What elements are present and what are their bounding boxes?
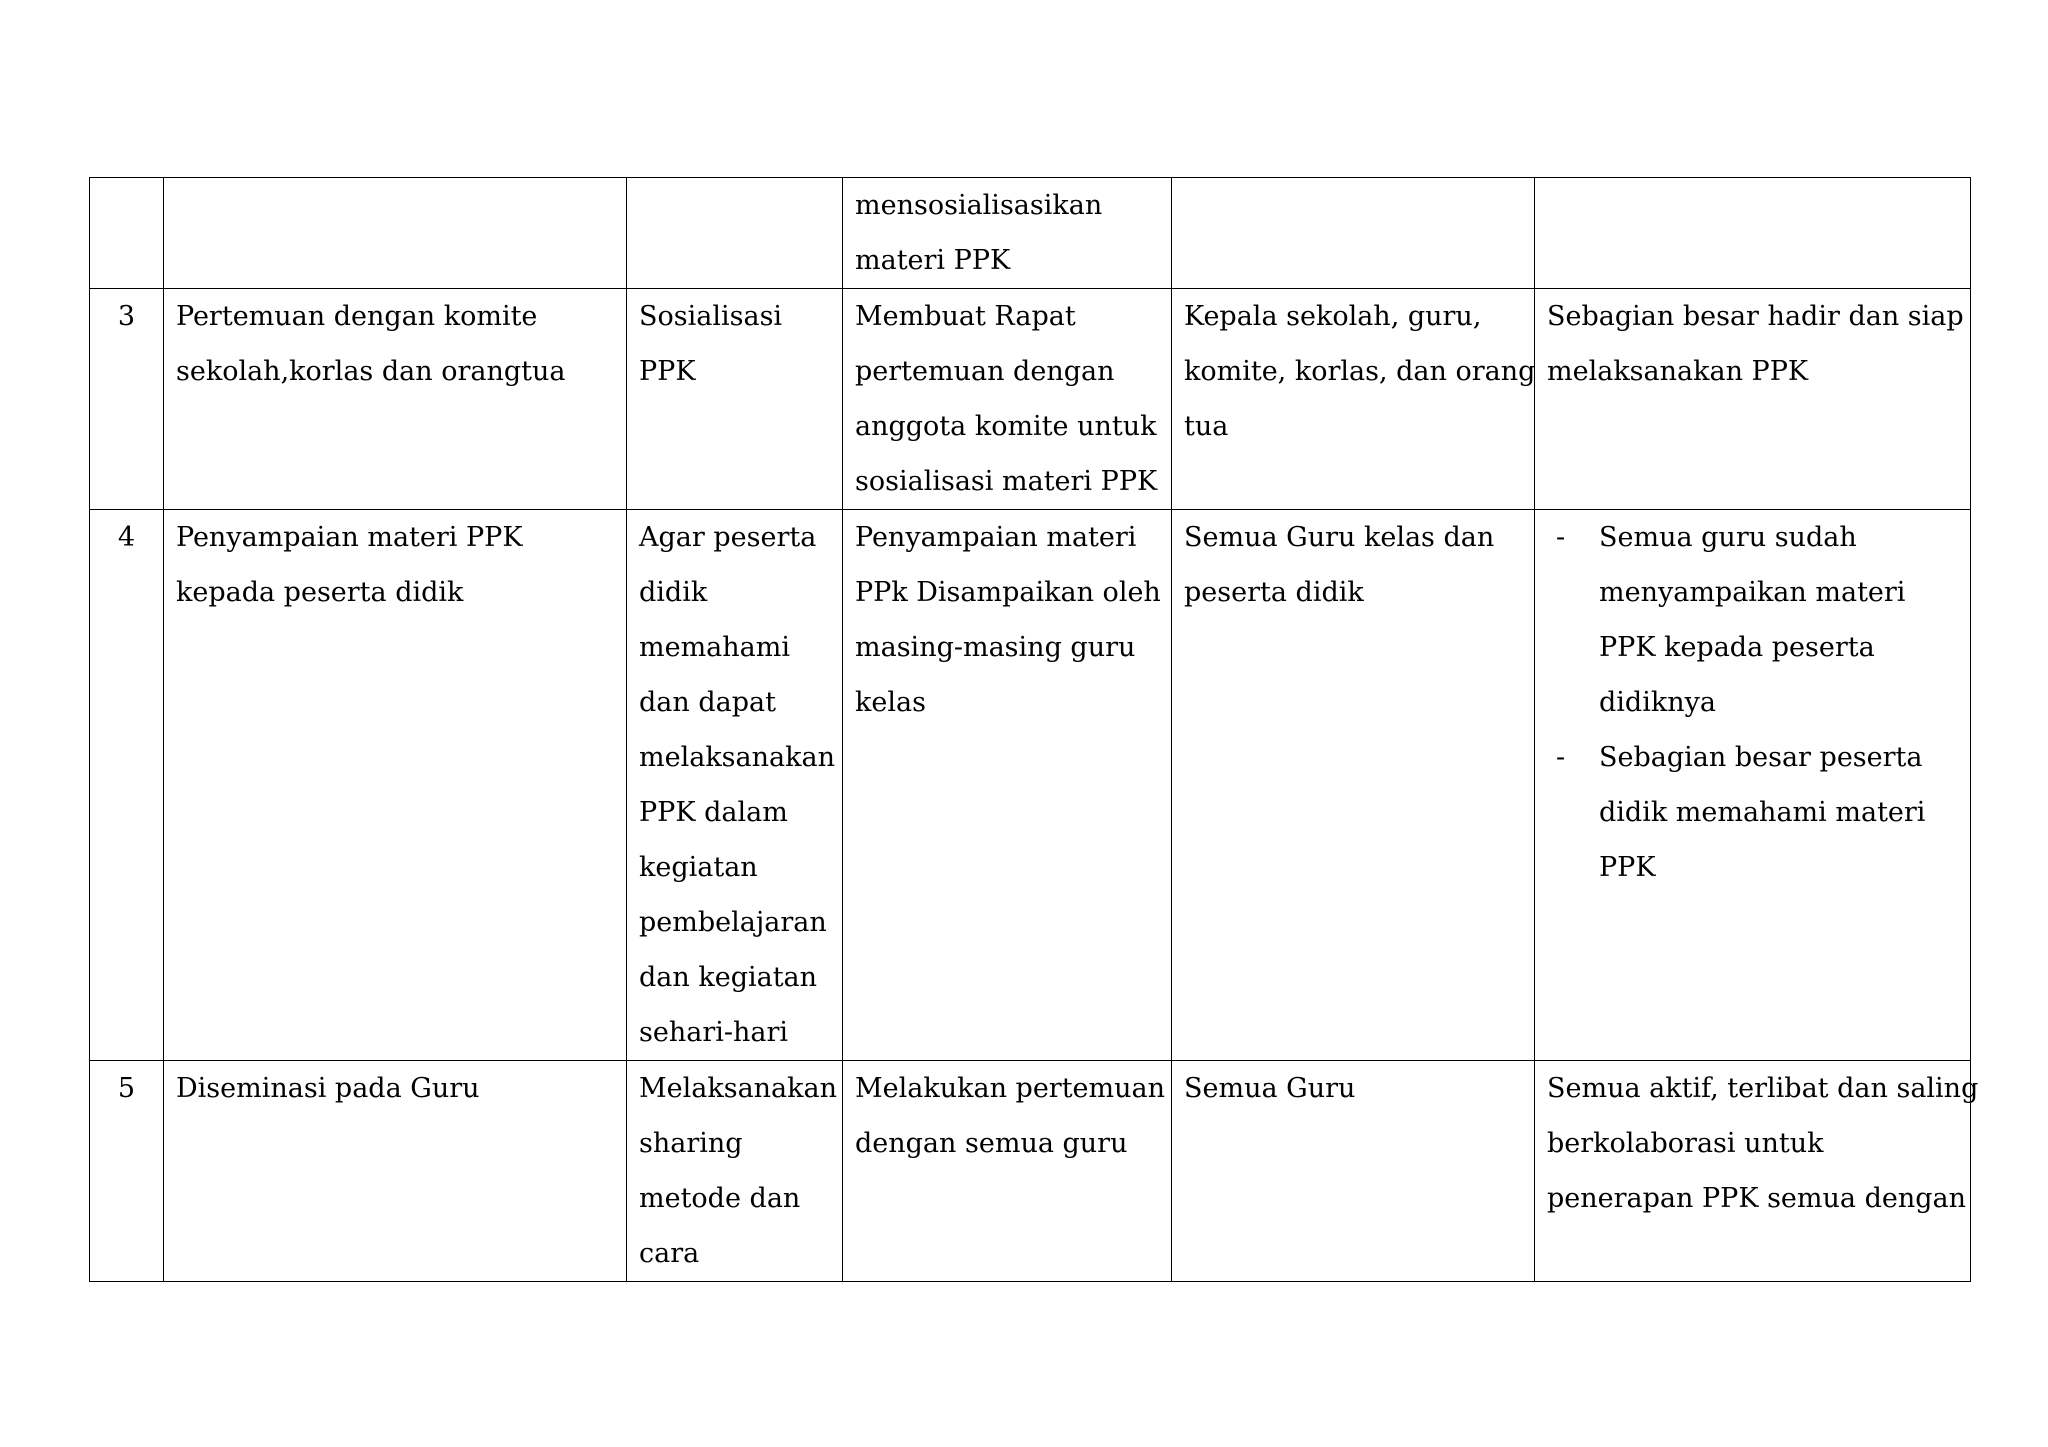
cell-text-line: melaksanakan (639, 742, 835, 773)
cell-text-line: Melakukan pertemuan (855, 1073, 1166, 1104)
hasil-cell (1535, 510, 1971, 1061)
cell-text-line: anggota komite untuk (855, 411, 1157, 442)
dash-marker: - (1556, 742, 1566, 773)
tujuan-cell (627, 289, 843, 510)
cell-text-line: kelas (855, 687, 926, 718)
sasaran-cell (1172, 178, 1535, 289)
activity-table (89, 177, 1979, 1282)
cell-text-line: PPK (1599, 852, 1656, 883)
tujuan-cell (627, 510, 843, 1061)
cell-text-line: Penyampaian materi (855, 522, 1137, 553)
cell-text-line: mensosialisasikan (855, 190, 1103, 221)
cell-text-line: dengan semua guru (855, 1128, 1128, 1159)
sasaran-cell (1172, 510, 1535, 1061)
sasaran-cell (1172, 289, 1535, 510)
hasil-cell (1535, 1061, 1979, 1282)
langkah-cell (843, 289, 1172, 510)
tujuan-cell (627, 1061, 843, 1282)
cell-text-line: peserta didik (1184, 577, 1364, 608)
cell-text-line: Diseminasi pada Guru (176, 1073, 480, 1104)
row-number-cell (90, 510, 164, 1061)
row-number-cell (90, 178, 164, 289)
cell-text-line: Sebagian besar hadir dan siap (1547, 301, 1964, 332)
cell-text-line: dan dapat (639, 687, 776, 718)
cell-text-line: melaksanakan PPK (1547, 356, 1809, 387)
table-row (90, 1061, 1971, 1282)
cell-text-line: PPK (639, 356, 696, 387)
cell-text-line: dan kegiatan (639, 962, 818, 993)
table-row (90, 178, 1971, 289)
cell-text-line: sosialisasi materi PPK (855, 466, 1158, 497)
cell-text-line: Semua Guru kelas dan (1184, 522, 1495, 553)
cell-text-line: komite, korlas, dan orang (1184, 356, 1536, 387)
dash-marker: - (1556, 522, 1566, 553)
cell-text-line: Semua Guru (1184, 1073, 1356, 1104)
cell-text-line: memahami (639, 632, 791, 663)
list-item (1547, 730, 1960, 895)
cell-text-line: penerapan PPK semua dengan (1547, 1183, 1967, 1214)
row-number-cell (90, 1061, 164, 1282)
cell-text-line: PPK kepada peserta (1599, 632, 1875, 663)
list-item (1547, 510, 1960, 730)
cell-text-line: Melaksanakan (639, 1073, 838, 1104)
cell-text-line: sehari-hari (639, 1017, 789, 1048)
row-number: 5 (117, 1073, 136, 1104)
hasil-cell (1535, 289, 1971, 510)
row-number: 4 (117, 522, 136, 553)
cell-text-line: Sosialisasi (639, 301, 783, 332)
tujuan-cell (627, 178, 843, 289)
cell-text-line: Sebagian besar peserta (1599, 742, 1923, 773)
cell-text-line: Membuat Rapat (855, 301, 1076, 332)
cell-text-line: kegiatan (639, 852, 758, 883)
cell-text-line: pembelajaran (639, 907, 827, 938)
cell-text-line: tua (1184, 411, 1229, 442)
row-number-cell (90, 289, 164, 510)
cell-text-line: pertemuan dengan (855, 356, 1115, 387)
cell-text-line: PPK dalam (639, 797, 788, 828)
cell-text-line: kepada peserta didik (176, 577, 464, 608)
cell-text-line: materi PPK (855, 245, 1011, 276)
cell-text-line: sharing (639, 1128, 743, 1159)
langkah-cell (843, 178, 1172, 289)
cell-text-line: Pertemuan dengan komite (176, 301, 538, 332)
cell-text-line: menyampaikan materi (1599, 577, 1906, 608)
kegiatan-cell (164, 289, 627, 510)
cell-text-line: Semua aktif, terlibat dan saling (1547, 1073, 1979, 1104)
langkah-cell (843, 1061, 1172, 1282)
hasil-cell (1535, 178, 1971, 289)
cell-text-line: Kepala sekolah, guru, (1184, 301, 1482, 332)
cell-text-line: cara (639, 1238, 700, 1269)
row-number: 3 (117, 301, 136, 332)
cell-text-line: Agar peserta (639, 522, 817, 553)
cell-text-line: didik memahami materi (1599, 797, 1926, 828)
cell-text-line: berkolaborasi untuk (1547, 1128, 1824, 1159)
cell-text-line: metode dan (639, 1183, 801, 1214)
cell-text-line: Semua guru sudah (1599, 522, 1857, 553)
cell-text-line: PPk Disampaikan oleh (855, 577, 1161, 608)
sasaran-cell (1172, 1061, 1535, 1282)
kegiatan-cell (164, 510, 627, 1061)
langkah-cell (843, 510, 1172, 1061)
kegiatan-cell (164, 178, 627, 289)
cell-text-line: didik (639, 577, 708, 608)
cell-text-line: didiknya (1599, 687, 1716, 718)
cell-text-line: Penyampaian materi PPK (176, 522, 523, 553)
cell-text-line: sekolah,korlas dan orangtua (176, 356, 566, 387)
result-bullet-list (1547, 510, 1960, 895)
kegiatan-cell (164, 1061, 627, 1282)
cell-text-line: masing-masing guru (855, 632, 1136, 663)
table-row (90, 289, 1971, 510)
table-row (90, 510, 1971, 1061)
